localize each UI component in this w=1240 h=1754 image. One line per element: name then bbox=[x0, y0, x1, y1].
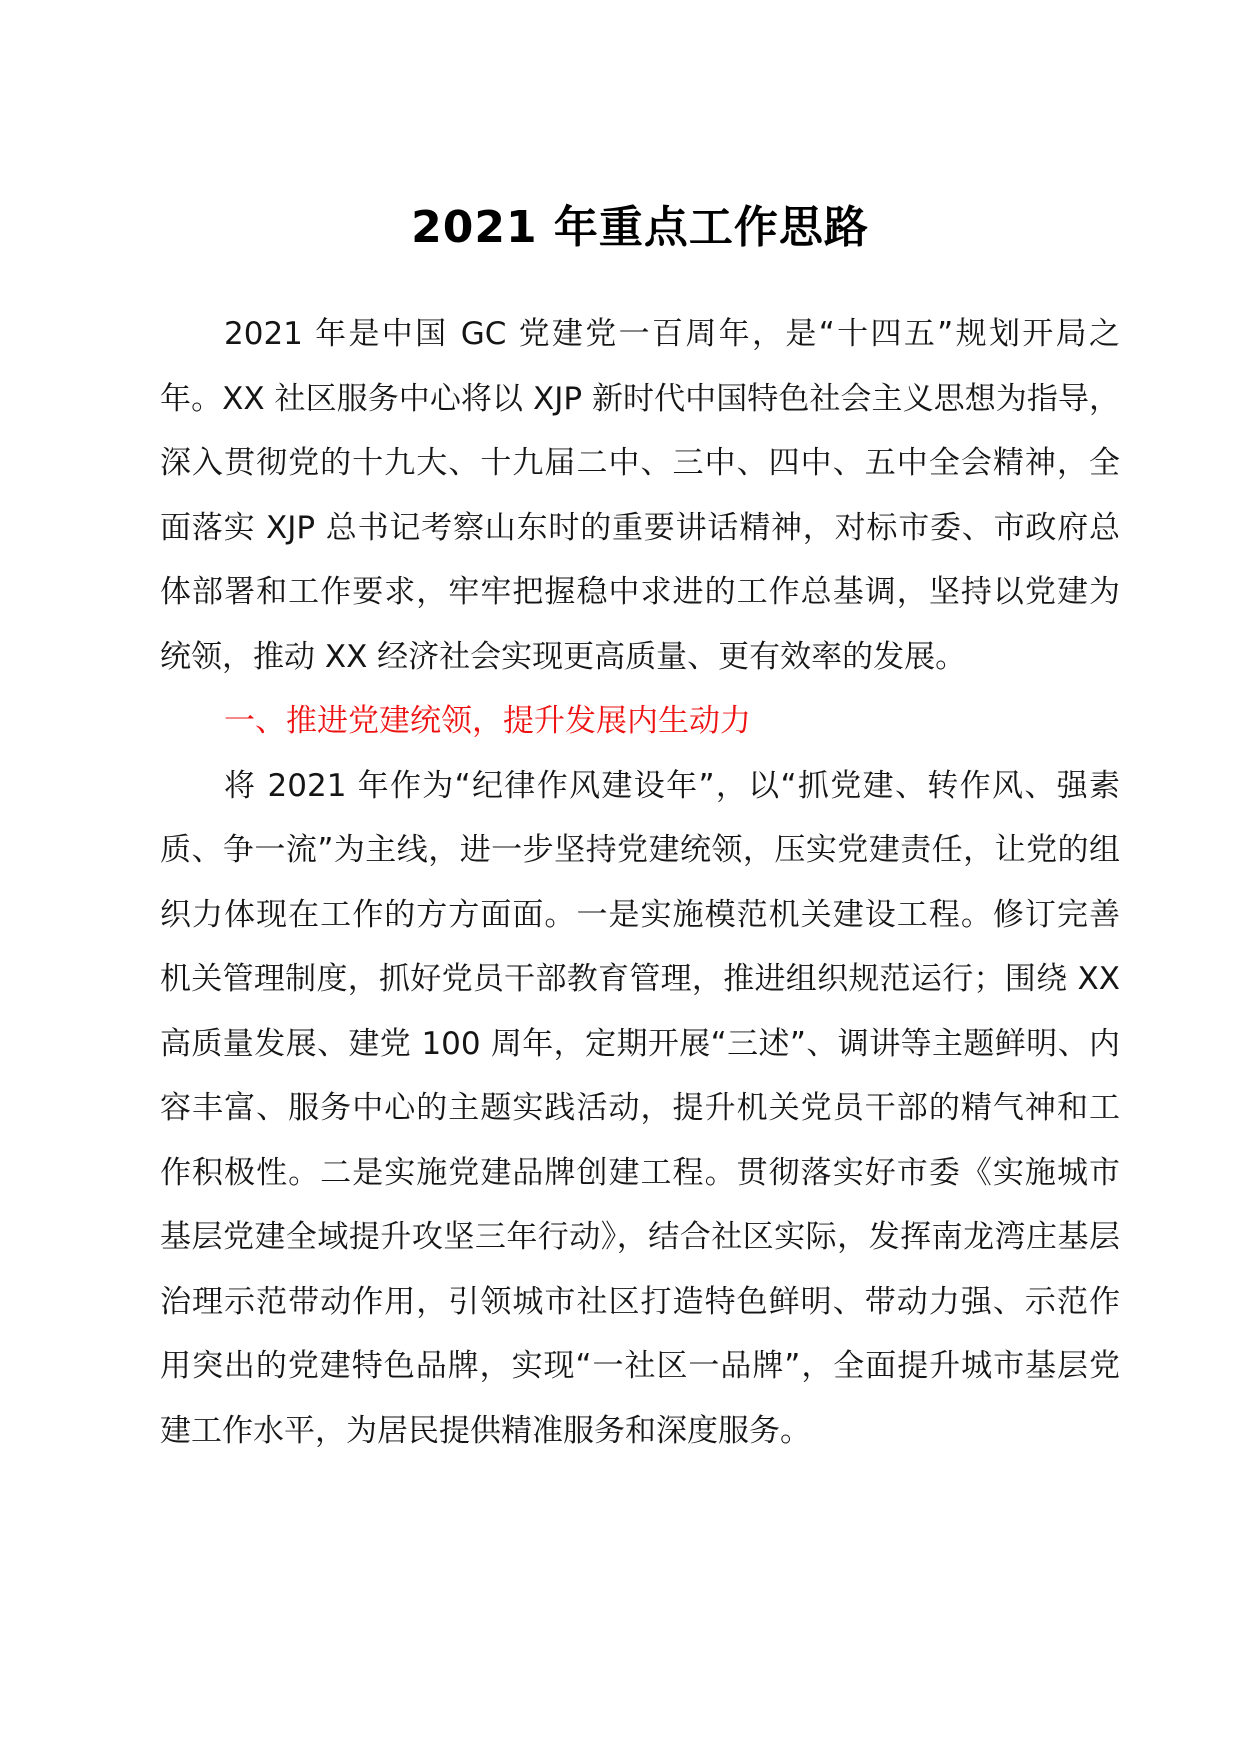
intro-paragraph: 2021 年是中国 GC 党建党一百周年，是“十四五”规划开局之年。XX 社区服务中心将以 XJP 新时代中国特色社会主义思想为指导，深入贯彻党的十九大、十九届二中、三中、四中、五中全会精神，全面落实 XJP 总书记考察山东时的重要讲话精神，对标市委、市政府总体部署和工作要求，牢牢把握稳中求进的工作总基调，坚持以党建为统领，推动 XX 经济社会实现更高质量、更有效率的发展。 bbox=[160, 316, 1120, 675]
document-body bbox=[160, 198, 1120, 1463]
title-spacer bbox=[160, 258, 1120, 302]
document-title: 2021 年重点工作思路 bbox=[411, 202, 869, 253]
section-heading: 一、推进党建统领，提升发展内生动力 bbox=[224, 703, 751, 739]
section-body-paragraph: 将 2021 年作为“纪律作风建设年”，以“抓党建、转作风、强素质、争一流”为主线，进一步坚持党建统领，压实党建责任，让党的组织力体现在工作的方方面面。一是实施模范机关建设工程。修订完善机关管理制度，抓好党员干部教育管理，推进组织规范运行；围绕 XX 高质量发展、建党 100 周年，定期开展“三述”、调讲等主题鲜明、内容丰富、服务中心的主题实践活动，提升机关党员干部的精气神和工作积极性。二是实施党建品牌创建工程。贯彻落实好市委《实施城市基层党建全域提升攻坚三年行动》，结合社区实际，发挥南龙湾庄基层治理示范带动作用，引领城市社区打造特色鲜明、带动力强、示范作用突出的党建特色品牌，实现“一社区一品牌”，全面提升城市基层党建工作水平，为居民提供精准服务和深度服务。 bbox=[160, 767, 1120, 1449]
